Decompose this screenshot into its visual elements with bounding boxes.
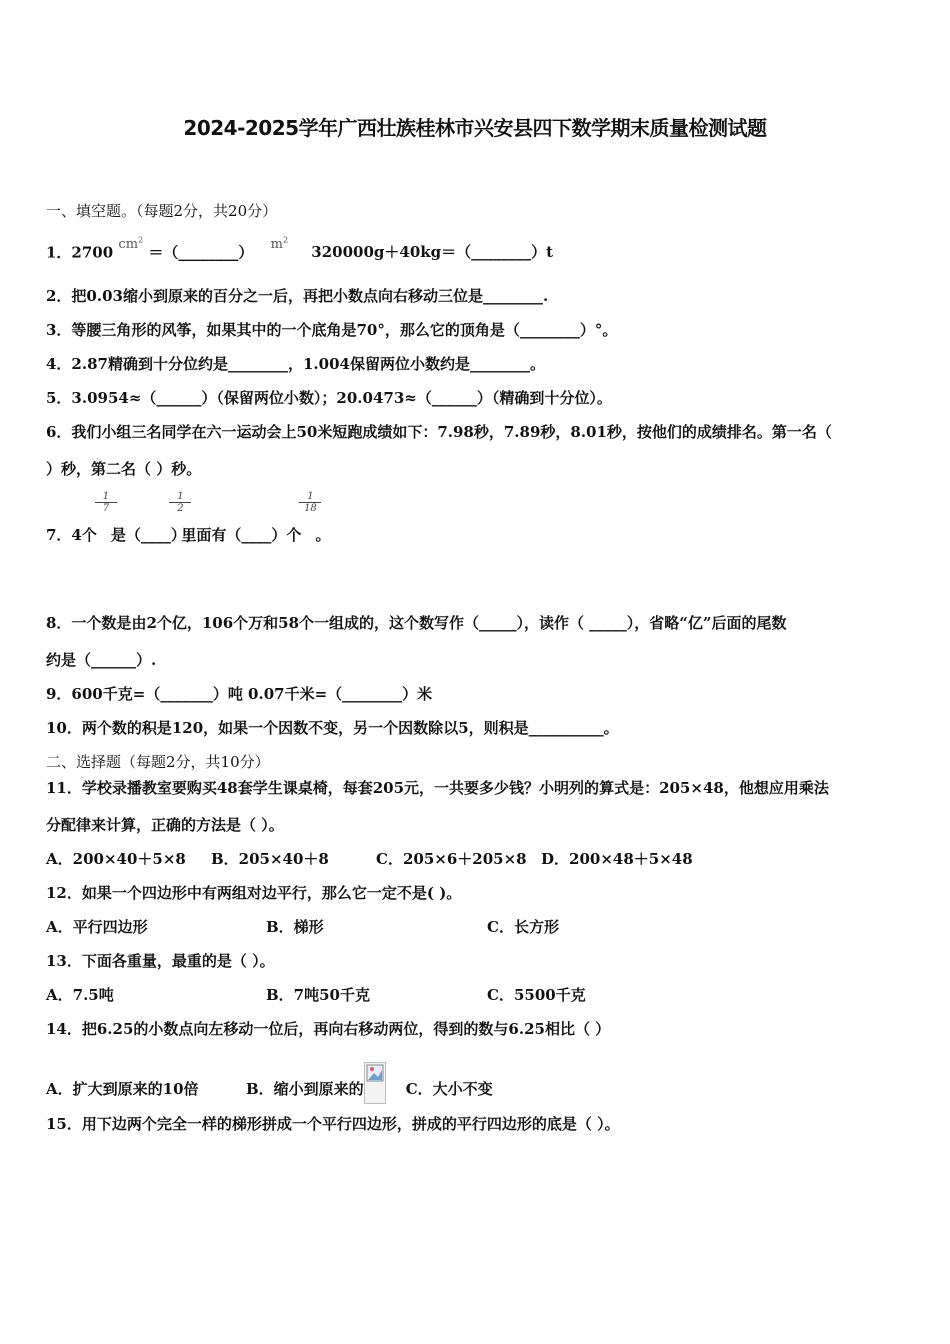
q12-option-b: B．梯形 [266, 918, 324, 936]
unit-square-m: $m^2$ [270, 236, 289, 253]
fraction-one-eighteenth: 1 18 [301, 525, 315, 545]
question-1 [46, 236, 554, 264]
question-11-line-1: 11．学校录播教室要购买48套学生课桌椅，每套205元，一共要多少钱？小明列的算式是：205×48，他想应用乘法 [46, 779, 829, 797]
fraction-one-seventh: 1 7 [97, 525, 111, 545]
q11-option-c: C．205×6＋205×8 [376, 850, 527, 868]
q13-option-b: B．7吨50千克 [266, 986, 370, 1004]
q13-option-c: C．5500千克 [487, 986, 586, 1004]
section-heading-fill-in: 一、填空题。（每题2分，共20分） [46, 202, 278, 220]
question-6-line-2: ）秒，第二名（ ）秒。 [46, 460, 202, 478]
question-5: 5．3.0954≈（______）（保留两位小数）；20.0473≈（______）（精确到十分位）。 [46, 389, 612, 407]
question-14-options [46, 1062, 493, 1104]
question-10: 10．两个数的积是120，如果一个因数不变，另一个因数除以5，则积是__________。 [46, 719, 619, 737]
q12-option-a: A．平行四边形 [46, 918, 148, 936]
q1-part-a: 1．2700 [46, 243, 114, 262]
q7-part-b: 是（____）; [110, 526, 192, 544]
question-14: 14．把6.25的小数点向左移动一位后，再向右移动两位，得到的数与6.25相比（ ） [46, 1020, 611, 1038]
q11-option-a: A．200×40＋5×8 [46, 850, 186, 868]
question-3: 3．等腰三角形的风筝，如果其中的一个底角是70°，那么它的顶角是（________）°。 [46, 321, 618, 339]
question-6-line-1: 6．我们小组三名同学在六一运动会上50米短跑成绩如下：7.98秒，7.89秒，8.01秒，按他们的成绩排名。第一名（ [46, 423, 832, 441]
question-7 [46, 491, 331, 545]
question-4: 4．2.87精确到十分位约是________，1.004保留两位小数约是________。 [46, 355, 545, 373]
q1-part-c: 320000g＋40kg＝（________）t [311, 243, 554, 262]
unit-square-cm: $cm^2$ [118, 236, 144, 253]
page-title: 2024-2025学年广西壮族桂林市兴安县四下数学期末质量检测试题 [183, 116, 767, 140]
question-9: 9．600千克=（_______）吨 0.07千米=（________）米 [46, 685, 433, 703]
question-15: 15．用下边两个完全一样的梯形拼成一个平行四边形，拼成的平行四边形的底是（ ）。 [46, 1115, 620, 1133]
section-heading-choice: 二、选择题（每题2分，共10分） [46, 753, 270, 771]
q12-option-c: C．长方形 [487, 918, 559, 936]
question-8-line-1: 8．一个数是由2个亿，106个万和58个一组成的，这个数写作（_____），读作（ _____），省略“亿”后面的尾数 [46, 614, 787, 632]
fraction-one-half: 1 2 [171, 525, 185, 545]
question-13: 13．下面各重量，最重的是（ ）。 [46, 952, 275, 970]
broken-image-icon [364, 1062, 386, 1104]
q11-option-b: B．205×40＋8 [211, 850, 329, 868]
question-11-options [46, 849, 693, 869]
q14-option-c: C．大小不变 [405, 1080, 493, 1098]
q7-part-c: 里面有（____）个 [181, 526, 302, 544]
q14-option-b: B．缩小到原来的 [246, 1080, 364, 1098]
q13-option-a: A．7.5吨 [46, 986, 114, 1004]
question-13-options [46, 985, 586, 1005]
question-12: 12．如果一个四边形中有两组对边平行，那么它一定不是( )。 [46, 884, 462, 902]
q7-part-d: 。 [315, 526, 331, 544]
q7-part-a: 7．4个 [46, 526, 97, 544]
question-12-options [46, 917, 559, 937]
q1-part-b: ＝（________） [148, 243, 254, 262]
question-8-line-2: 约是（______）. [46, 651, 157, 669]
q11-option-d: D．200×48＋5×48 [541, 850, 693, 868]
question-11-line-2: 分配律来计算，正确的方法是（ ）。 [46, 816, 284, 834]
q14-option-a: A．扩大到原来的10倍 [46, 1080, 199, 1098]
question-2: 2．把0.03缩小到原来的百分之一后，再把小数点向右移动三位是________. [46, 287, 549, 305]
